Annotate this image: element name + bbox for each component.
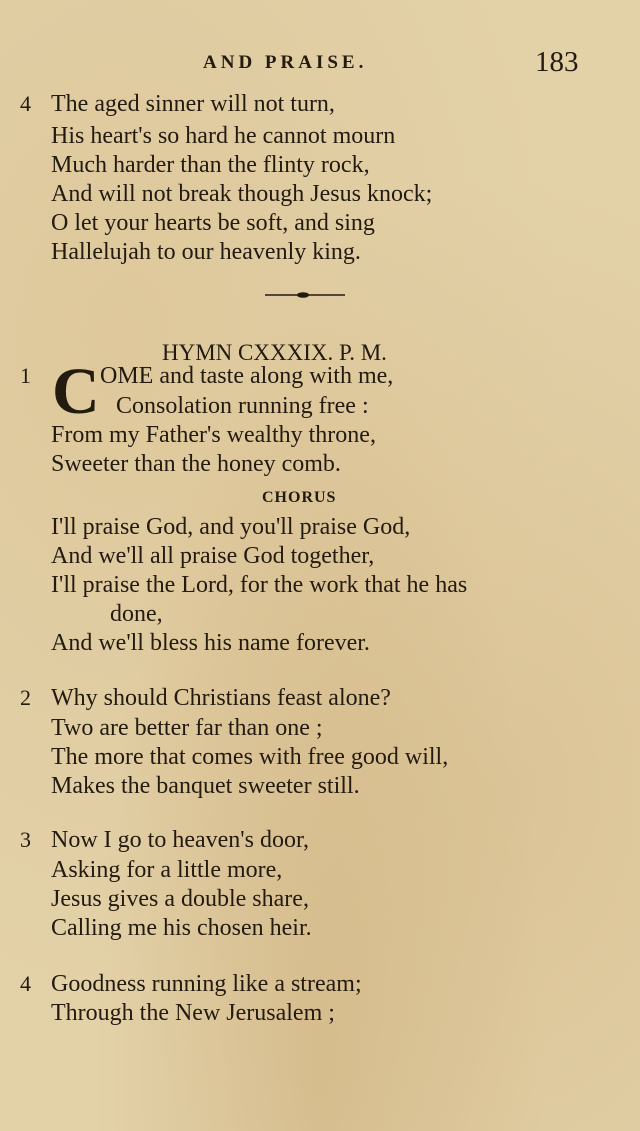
verse-line: O let your hearts be soft, and sing: [51, 210, 375, 236]
verse-line: Through the New Jerusalem ;: [51, 1000, 335, 1026]
verse-number: 4: [20, 91, 31, 116]
chorus-label: CHORUS: [262, 489, 337, 506]
running-head: [0, 46, 640, 80]
verse-line: Calling me his chosen heir.: [51, 915, 312, 941]
chorus-line: And we'll all praise God together,: [51, 543, 375, 569]
verse-line: OME and taste along with me,: [100, 363, 394, 389]
chorus-line: I'll praise God, and you'll praise God,: [51, 514, 411, 540]
verse-line: Makes the banquet sweeter still.: [51, 773, 360, 799]
verse-line: Hallelujah to our heavenly king.: [51, 239, 361, 265]
chorus-line: And we'll bless his name forever.: [51, 630, 370, 656]
verse-number: 4: [20, 971, 31, 996]
chorus-line: I'll praise the Lord, for the work that he has: [51, 572, 468, 598]
verse-number: 1: [20, 363, 31, 388]
verse-line: Asking for a little more,: [51, 857, 283, 883]
verse-line: The more that comes with free good will,: [51, 744, 449, 770]
verse-line: His heart's so hard he cannot mourn: [51, 123, 396, 149]
verse-number: 2: [20, 685, 31, 710]
chorus-line: done,: [110, 601, 163, 627]
verse-line: Consolation running free :: [116, 393, 369, 419]
verse-number: 3: [20, 827, 31, 852]
verse-line: Why should Christians feast alone?: [51, 685, 391, 711]
verse-line: Two are better far than one ;: [51, 715, 323, 741]
running-title: AND PRAISE.: [203, 52, 368, 73]
verse-line: Now I go to heaven's door,: [51, 827, 309, 853]
verse-line: Much harder than the flinty rock,: [51, 152, 370, 178]
verse-line: The aged sinner will not turn,: [51, 91, 335, 117]
hymn-title: HYMN CXXXIX. P. M.: [162, 340, 387, 365]
verse-line: And will not break though Jesus knock;: [51, 181, 433, 207]
verse-line: From my Father's wealthy throne,: [51, 422, 376, 448]
verse-line: Goodness running like a stream;: [51, 971, 362, 997]
verse-line: Jesus gives a double share,: [51, 886, 309, 912]
drop-cap: C: [52, 355, 100, 428]
verse-line: Sweeter than the honey comb.: [51, 451, 341, 477]
ornament-divider: [265, 292, 345, 298]
page-number: 183: [535, 46, 579, 78]
